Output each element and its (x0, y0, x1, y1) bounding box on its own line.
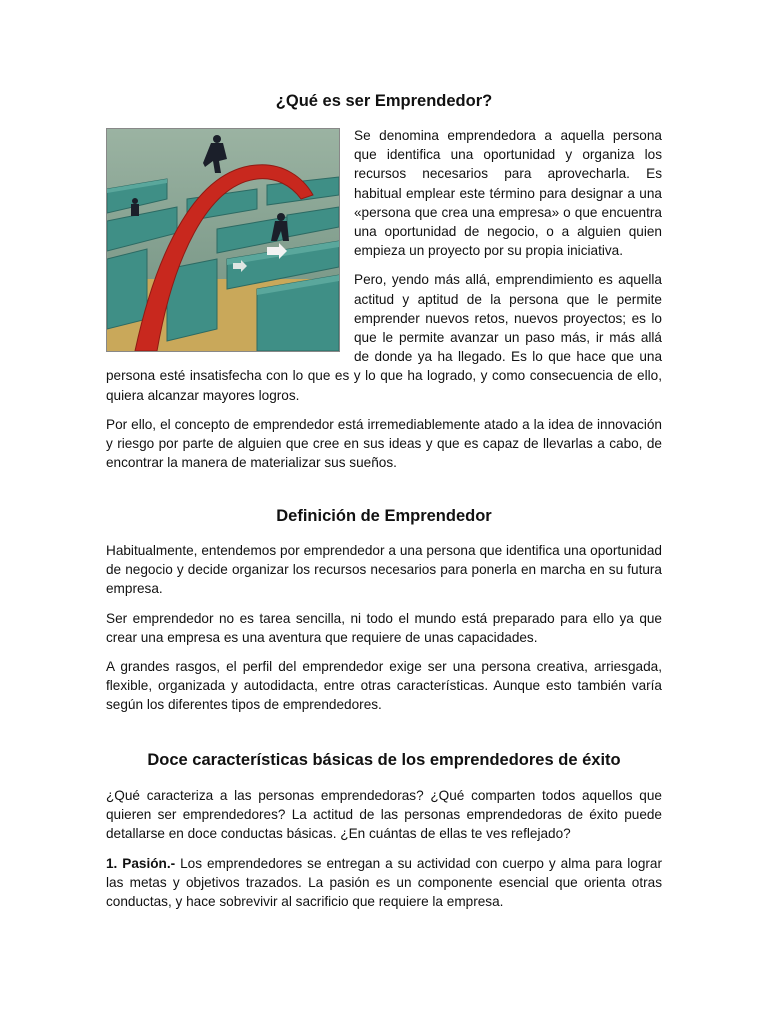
paragraph: Habitualmente, entendemos por emprendedor a una persona que identifica una oportunidad de negocio y decide organizar los recursos necesarios para ponerla en marcha en su futura empresa. (106, 543, 662, 597)
section-characteristics-body (106, 786, 662, 921)
section-title-definition: Definición de Emprendedor (276, 507, 492, 525)
item-text: Los emprendedores se entregan a su actividad con cuerpo y alma para lograr las metas y objetivos trazados. La pasión es un componente esencial que orienta otras conductas, y hace sobrevivir al sacrificio que requiere la empresa. (106, 855, 662, 910)
maze-bridge-illustration (106, 128, 340, 352)
section-definition-body (106, 541, 662, 725)
paragraph: Se denomina emprendedora a aquella persona que identifica una oportunidad y organiza los recursos necesarios para aprovecharla. Es habitual emplear este término para designar a una «persona que crea una empresa» o que encuentra una oportunidad de negocio, o a alguien quien empieza un proyecto por su propia iniciativa. (354, 128, 662, 259)
list-item (106, 854, 662, 912)
item-label: 1. Pasión.- (106, 855, 176, 871)
paragraph: Por ello, el concepto de emprendedor está irremediablemente atado a la idea de innovación y riesgo por parte de alguien que cree en sus ideas y que es capaz de llevarlas a cabo, de encontrar la manera de materializar sus sueños. (106, 417, 662, 471)
section-title-what-is: ¿Qué es ser Emprendedor? (275, 92, 493, 110)
section-what-is-body (106, 126, 662, 415)
paragraph: A grandes rasgos, el perfil del emprendedor exige ser una persona creativa, arriesgada, flexible, organizada y autodidacta, entre otras características. Aunque esto también varía según los diferentes tipos de emprendedores. (106, 659, 662, 713)
paragraph: Ser emprendedor no es tarea sencilla, ni todo el mundo está preparado para ello ya que crear una empresa es una aventura que requiere de unas capacidades. (106, 610, 662, 645)
section-title-characteristics: Doce características básicas de los emprendedores de éxito (147, 751, 621, 769)
paragraph: Pero, yendo más allá, emprendimiento es aquella actitud y aptitud de la persona que le permite emprender nuevos retos, nuevos proyectos; es lo que le permite avanzar un paso más, ir más allá de donde ya ha llegado. Es lo que hace que una persona esté insatisfecha con lo que es y lo que ha logrado, y como consecuencia de ello, quiera alcanzar mayores logros. (106, 272, 662, 403)
paragraph: ¿Qué caracteriza a las personas emprendedoras? ¿Qué comparten todos aquellos que quieren ser emprendedores? La actitud de las personas emprendedoras de éxito puede detallarse en doce conductas básicas. ¿En cuántas de ellas te ves reflejado? (106, 788, 662, 842)
